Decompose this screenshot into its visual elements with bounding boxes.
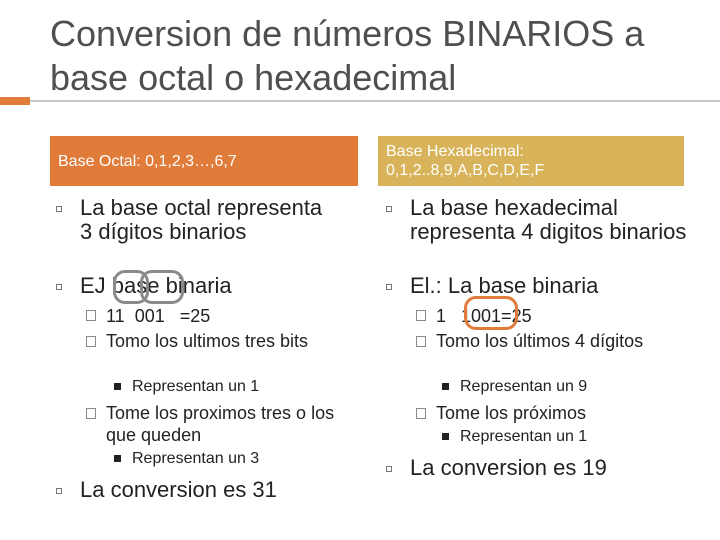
hex-item-1: La base hexadecimal representa 4 digitos binarios bbox=[410, 195, 687, 244]
octal-binary-example: 11 001 =25 bbox=[106, 306, 211, 326]
hex-binary-example: 1 1001=25 bbox=[436, 306, 532, 326]
hex-sub-item-3: Tome los próximos bbox=[436, 403, 587, 423]
bullet-icon bbox=[56, 284, 62, 290]
square-bullet-icon bbox=[442, 383, 449, 390]
checkbox-icon bbox=[416, 408, 426, 419]
checkbox-icon bbox=[86, 408, 96, 419]
hex-sub-item-2: Tomo los últimos 4 dígitos bbox=[436, 331, 644, 351]
square-bullet-icon bbox=[442, 433, 449, 440]
checkbox-icon bbox=[86, 310, 96, 321]
octal-item-3: La conversion es 31 bbox=[80, 477, 277, 502]
bullet-icon bbox=[56, 488, 62, 494]
octal-header bbox=[50, 136, 358, 186]
bullet-icon bbox=[386, 284, 392, 290]
bullet-icon bbox=[386, 206, 392, 212]
title-divider bbox=[0, 100, 720, 102]
checkbox-icon bbox=[86, 336, 96, 347]
bullet-icon bbox=[56, 206, 62, 212]
hex-item-3: La conversion es 19 bbox=[410, 455, 607, 480]
highlight-circle bbox=[140, 270, 184, 304]
checkbox-icon bbox=[416, 310, 426, 321]
hex-header bbox=[378, 136, 684, 186]
title-accent-bar bbox=[0, 97, 30, 105]
octal-header-text: Base Octal: 0,1,2,3…,6,7 bbox=[58, 152, 237, 170]
hex-sub-sub-1: Representan un 9 bbox=[460, 378, 588, 395]
hex-item-2: El.: La base binaria bbox=[410, 273, 599, 298]
highlight-circle bbox=[464, 296, 518, 330]
hex-sub-sub-2: Representan un 1 bbox=[460, 428, 588, 445]
octal-sub-item-2: Tomo los ultimos tres bits bbox=[106, 331, 309, 351]
bullet-icon bbox=[386, 466, 392, 472]
octal-sub-sub-1: Representan un 1 bbox=[132, 378, 260, 395]
octal-item-1: La base octal representa 3 dígitos binarios bbox=[80, 195, 323, 244]
octal-sub-sub-2: Representan un 3 bbox=[132, 450, 260, 467]
square-bullet-icon bbox=[114, 455, 121, 462]
octal-sub-item-3: Tome los proximos tres o los que queden bbox=[106, 403, 335, 445]
octal-item-2: EJ base binaria bbox=[80, 273, 232, 298]
square-bullet-icon bbox=[114, 383, 121, 390]
hex-header-text: Base Hexadecimal: 0,1,2..8,9,A,B,C,D,E,F bbox=[386, 143, 545, 179]
checkbox-icon bbox=[416, 336, 426, 347]
slide-title: Conversion de números BINARIOS a base octal o hexadecimal bbox=[50, 13, 645, 98]
